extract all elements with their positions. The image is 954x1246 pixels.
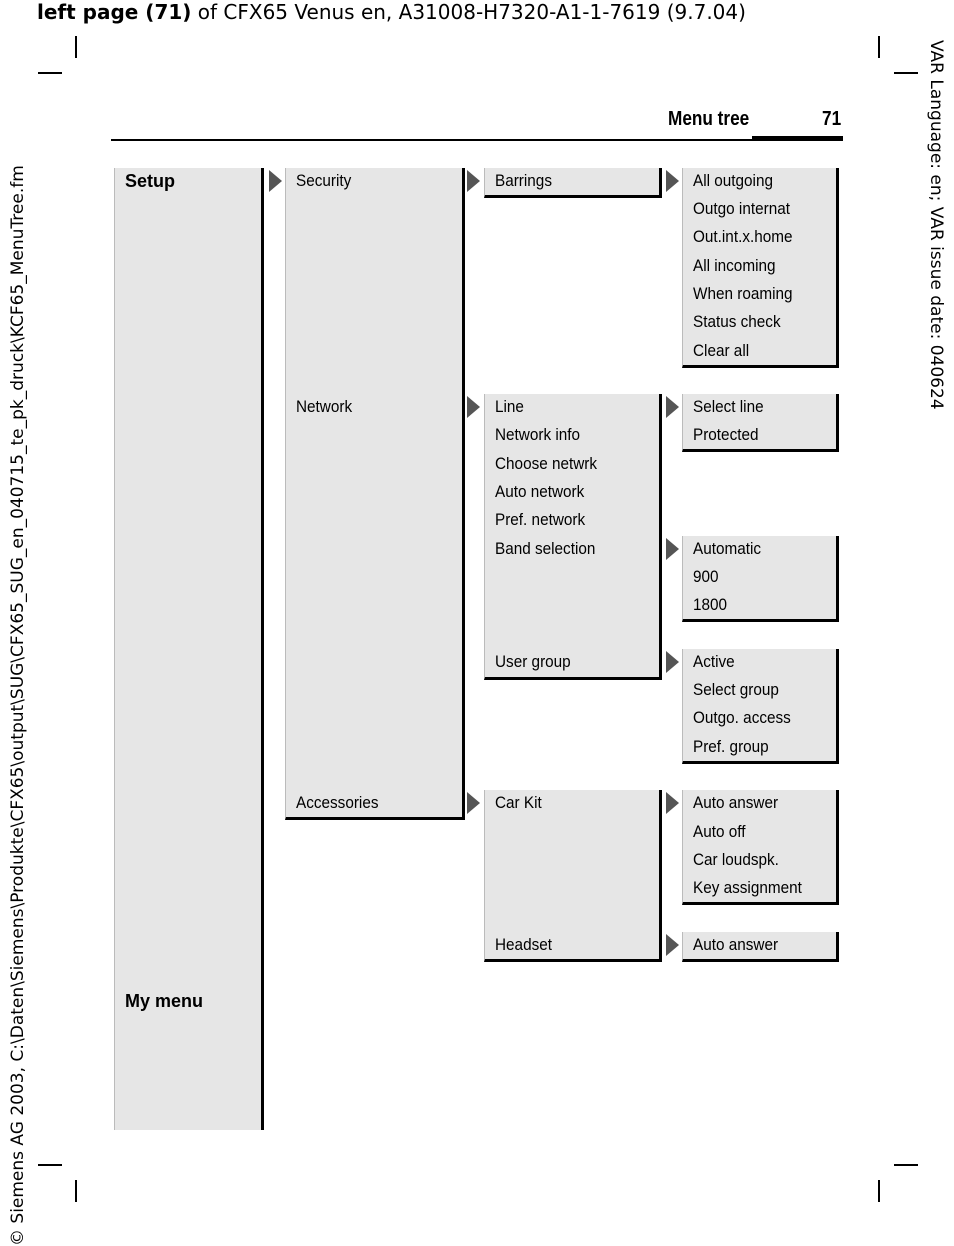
crop-mark <box>38 1164 62 1166</box>
menu-item-user-group: User group <box>495 652 571 671</box>
crop-mark <box>878 36 880 58</box>
document-header <box>37 0 746 24</box>
menu-item-select-group: Select group <box>693 680 779 699</box>
side-margin-right-text: VAR Language: en; VAR issue date: 040624 <box>926 40 946 410</box>
menu-item-my-menu: My menu <box>125 991 204 1011</box>
menu-item-setup: Setup <box>125 171 176 191</box>
menu-item-auto-network: Auto network <box>495 482 585 501</box>
menu-item-active: Active <box>693 652 735 671</box>
menu-item-key-assignment: Key assignment <box>693 878 802 897</box>
submenu-arrow-icon <box>467 170 480 192</box>
menu-item-car-kit: Car Kit <box>495 793 542 812</box>
submenu-arrow-icon <box>269 170 282 192</box>
menu-item-pref-network: Pref. network <box>495 510 586 529</box>
menu-item-status-check: Status check <box>693 312 781 331</box>
side-margin-left-text: © Siemens AG 2003, C:\Daten\Siemens\Produkte\CFX65\output\SUG\CFX65_SUG_en_040715_te_pk_druck\KCF65_MenuTree.fm <box>8 165 28 1246</box>
menu-item-choose-netwrk: Choose netwrk <box>495 454 598 473</box>
menu-item-protected: Protected <box>693 425 759 444</box>
menu-item-auto-off: Auto off <box>693 822 746 841</box>
header-doc-info: of CFX65 Venus en, A31008-H7320-A1-1-7619 (9.7.04) <box>191 0 746 24</box>
menu-item-car-loudspk: Car loudspk. <box>693 850 779 869</box>
submenu-arrow-icon <box>666 934 679 956</box>
crop-mark <box>878 1180 880 1202</box>
crop-mark <box>38 72 62 74</box>
menu-item-auto-answer: Auto answer <box>693 793 779 812</box>
menu-item-1800: 1800 <box>693 595 728 614</box>
menu-item-network: Network <box>296 397 353 416</box>
menu-item-clear-all: Clear all <box>693 341 750 360</box>
menu-item-outgo-internat: Outgo internat <box>693 199 790 218</box>
crop-mark <box>75 1180 77 1202</box>
menu-item-security: Security <box>296 171 352 190</box>
page-title: Menu tree <box>668 108 750 130</box>
menu-item-network-info: Network info <box>495 425 581 444</box>
header-rule-accent <box>752 136 843 141</box>
menu-item-headset-auto-answer: Auto answer <box>693 935 779 954</box>
menu-item-automatic: Automatic <box>693 539 762 558</box>
submenu-arrow-icon <box>666 170 679 192</box>
menu-item-pref-group: Pref. group <box>693 737 769 756</box>
submenu-arrow-icon <box>666 651 679 673</box>
menu-item-outgo-access: Outgo. access <box>693 708 791 727</box>
crop-mark <box>894 1164 918 1166</box>
menu-item-accessories: Accessories <box>296 793 379 812</box>
menu-item-when-roaming: When roaming <box>693 284 793 303</box>
submenu-arrow-icon <box>467 396 480 418</box>
submenu-arrow-icon <box>666 538 679 560</box>
menu-item-all-incoming: All incoming <box>693 256 776 275</box>
setup-submenu <box>285 168 465 820</box>
menu-item-line: Line <box>495 397 524 416</box>
submenu-arrow-icon <box>467 792 480 814</box>
menu-item-out-int-x-home: Out.int.x.home <box>693 227 793 246</box>
submenu-arrow-icon <box>666 396 679 418</box>
menu-item-headset: Headset <box>495 935 552 954</box>
page-number: 71 <box>822 108 842 130</box>
menu-item-band-selection: Band selection <box>495 539 596 558</box>
header-page-ref: left page (71) <box>37 0 192 24</box>
crop-mark <box>75 36 77 58</box>
main-menu-column <box>114 168 264 1130</box>
menu-item-select-line: Select line <box>693 397 764 416</box>
crop-mark <box>894 72 918 74</box>
menu-item-all-outgoing: All outgoing <box>693 171 773 190</box>
menu-item-barrings: Barrings <box>495 171 552 190</box>
header-rule <box>111 139 843 141</box>
submenu-arrow-icon <box>666 792 679 814</box>
menu-item-900: 900 <box>693 567 719 586</box>
